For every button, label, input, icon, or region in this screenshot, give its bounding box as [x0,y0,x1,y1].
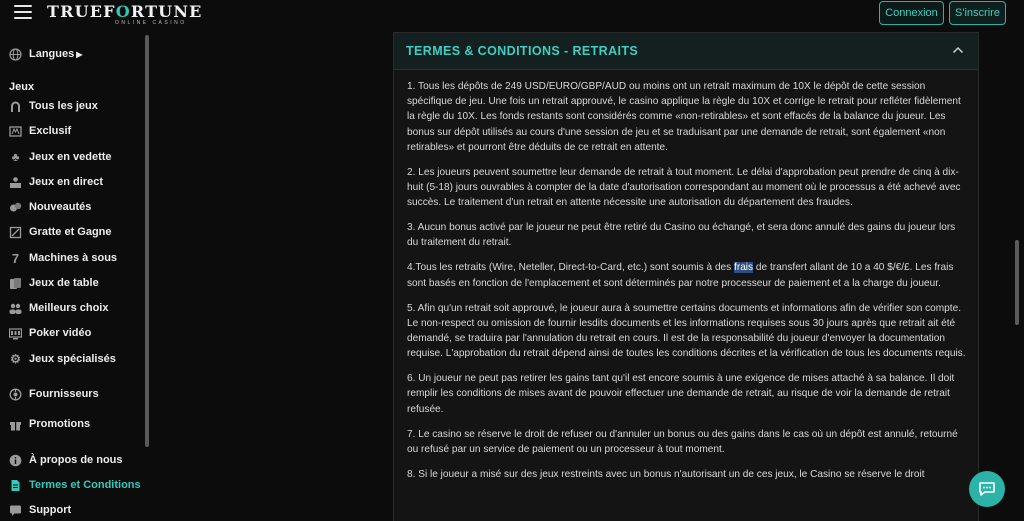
panel-title: TERMES & CONDITIONS - RETRAITS [406,44,639,58]
caret-right-icon: ▶ [76,49,83,59]
terms-paragraph-6: 6. Un joueur ne peut pas retirer les gains tant qu'il est encore soumis à une exigence de mises attaché à sa balance. Il doit remplir les conditions de mises avant de pouvoir effectuer une demande de retrait, au risque de voir la demande de retrait refusée. [407,373,955,415]
chat-bubble-icon [978,481,996,497]
sidebar-item-label: À propos de nous [29,454,123,466]
sidebar-item-label: Gratte et Gagne [29,226,112,238]
coins-icon [9,201,22,214]
top-header [0,0,1024,30]
terms-paragraph-8: 8. Si le joueur a misé sur des jeux restreints avec un bonus n'autorisant un de ces jeux, le Casino se réserve le droit [407,468,925,480]
sidebar-item-about[interactable] [9,452,123,468]
hamburger-menu-icon[interactable] [14,5,32,21]
sidebar-item-label: Machines à sous [29,252,118,264]
sidebar-item-label: Nouveautés [29,201,92,213]
sidebar-item-specialty[interactable] [9,351,116,367]
sidebar-item-label: Jeux en vedette [29,151,112,163]
logo-subtitle: ONLINE CASINO [114,20,187,26]
sidebar-item-video-poker[interactable] [9,325,91,341]
cards-icon [9,277,22,290]
sidebar-item-label: Jeux spécialisés [29,353,116,365]
chevron-up-icon[interactable] [952,44,964,56]
logo[interactable] [47,3,203,26]
gear-icon: ⚙ [10,351,21,366]
sidebar-item-label: Tous les jeux [29,100,98,112]
sidebar-item-promotions[interactable] [9,416,90,432]
sidebar-section-games: Jeux [9,81,35,93]
terms-paragraph-5: 5. Afin qu'un retrait soit approuvé, le joueur aura à soumettre certains documents et informations afin de vérifier son compte. Le non-respect ou omission de fournir lesdits documents et les informations requises sous 30 jours après que retrait ait été demandé, se traduira par l'annulation du retrait en cours. Il est de la responsabilité du joueur d'envoyer la documentation requise. L'approbation du retrait dépend ainsi de toutes les conditions décrites et la vérification de tous les documents requis. [407,302,966,360]
horseshoe-icon [9,100,22,113]
clover-icon: ♣ [11,149,20,164]
sidebar-item-featured[interactable] [9,149,112,165]
sidebar-item-table-games[interactable] [9,275,99,291]
document-icon [9,479,22,492]
chat-button[interactable] [969,471,1005,507]
sidebar-item-top-picks[interactable] [9,300,108,316]
video-poker-icon [9,327,22,340]
sidebar-item-label: Jeux de table [29,277,99,289]
terms-paragraph-2: 2. Les joueurs peuvent soumettre leur demande de retrait à tout moment. Le délai d'approbation peut prendre de cinq à dix-huit (5-18) jours ouvrables à compter de la date d'autorisation correspondant au moment où le processus a été achevé avec succès. Le traitement d'un retrait en attente nécessite une autorisation du département des fraudes. [407,166,961,209]
page-scrollbar[interactable] [1015,240,1019,325]
sidebar-item-all-games[interactable] [9,98,98,114]
selected-text-highlight: frais [734,262,754,274]
support-icon [9,504,22,517]
live-dealer-icon [9,176,22,189]
sidebar-item-providers[interactable] [9,386,99,402]
panel-body [407,79,967,492]
sidebar-item-label: Promotions [29,418,91,430]
info-icon [9,454,22,467]
sidebar-item-label: Jeux en direct [29,176,103,188]
sidebar-item-live[interactable] [9,174,103,190]
sidebar-item-label: Fournisseurs [29,388,99,400]
sidebar-item-label: Meilleurs choix [29,302,109,314]
terms-paragraph-3: 3. Aucun bonus activé par le joueur ne peut être retiré du Casino ou échangé, et sera donc annulé des gains du joueur lors du traitement du retrait. [407,222,956,249]
sidebar-item-label: Exclusif [29,125,72,137]
slot-seven-icon: 7 [11,250,20,266]
signup-button[interactable]: S'inscrire [949,1,1006,25]
exclusive-icon [9,125,22,138]
sidebar-item-label: Poker vidéo [29,327,92,339]
sidebar-item-label: Support [29,504,72,516]
sidebar-item-support[interactable] [9,502,71,518]
providers-icon [9,388,22,401]
sidebar-item-label: Termes et Conditions [29,479,141,491]
terms-paragraph-7: 7. Le casino se réserve le droit de refuser ou d'annuler un bonus ou des gains dans le cas où un dépôt est annulé, retourné ou refusé par un service de paiement ou un processeur à tout moment. [407,428,958,455]
sidebar-item-scratch[interactable] [9,224,112,240]
sidebar-scrollbar[interactable] [145,35,149,447]
sidebar-item-languages[interactable] [9,46,82,62]
panel-header[interactable] [394,33,978,70]
sidebar-item-exclusive[interactable] [9,123,71,139]
gift-icon [9,418,22,431]
sidebar [0,30,150,521]
terms-paragraph-4: 4.Tous les retraits (Wire, Neteller, Direct-to-Card, etc.) sont soumis à des frais de transfert allant de 10 a 40 $/€/£. Les frais sont basés en fonction de l'emplacement et sont déterminés par notre processeur de paiement et a la charge du joueur. [407,262,954,289]
logo-wordmark: TRUEFORTUNE [47,2,203,21]
terms-panel [393,32,979,521]
login-button[interactable]: Connexion [879,1,944,25]
sidebar-item-label: Langues [29,48,75,60]
people-icon [9,302,22,315]
sidebar-item-new[interactable] [9,199,91,215]
terms-paragraph-1: 1. Tous les dépôts de 249 USD/EURO/GBP/AUD ou moins ont un retrait maximum de 10X le dépôt de cette session spécifique de jeu. Une fois un retrait approuvé, le casino applique la règle du 10X et corrige le retrait pour refléter fidèlement la règle du 10X. Les fonds restants sont considérés comme «non-retirables» et sont effacés de la balance du joueur. Les bonus sur dépôt utilisés au cours d'une session de jeu et se traduisant par une demande de retrait, sont également «non retirables» et pourront être déduits de ce retrait en attente. [407,81,961,153]
sidebar-item-terms[interactable] [9,477,141,493]
globe-icon [9,48,22,61]
sidebar-item-slots[interactable] [9,250,117,266]
scratch-card-icon [9,226,22,239]
